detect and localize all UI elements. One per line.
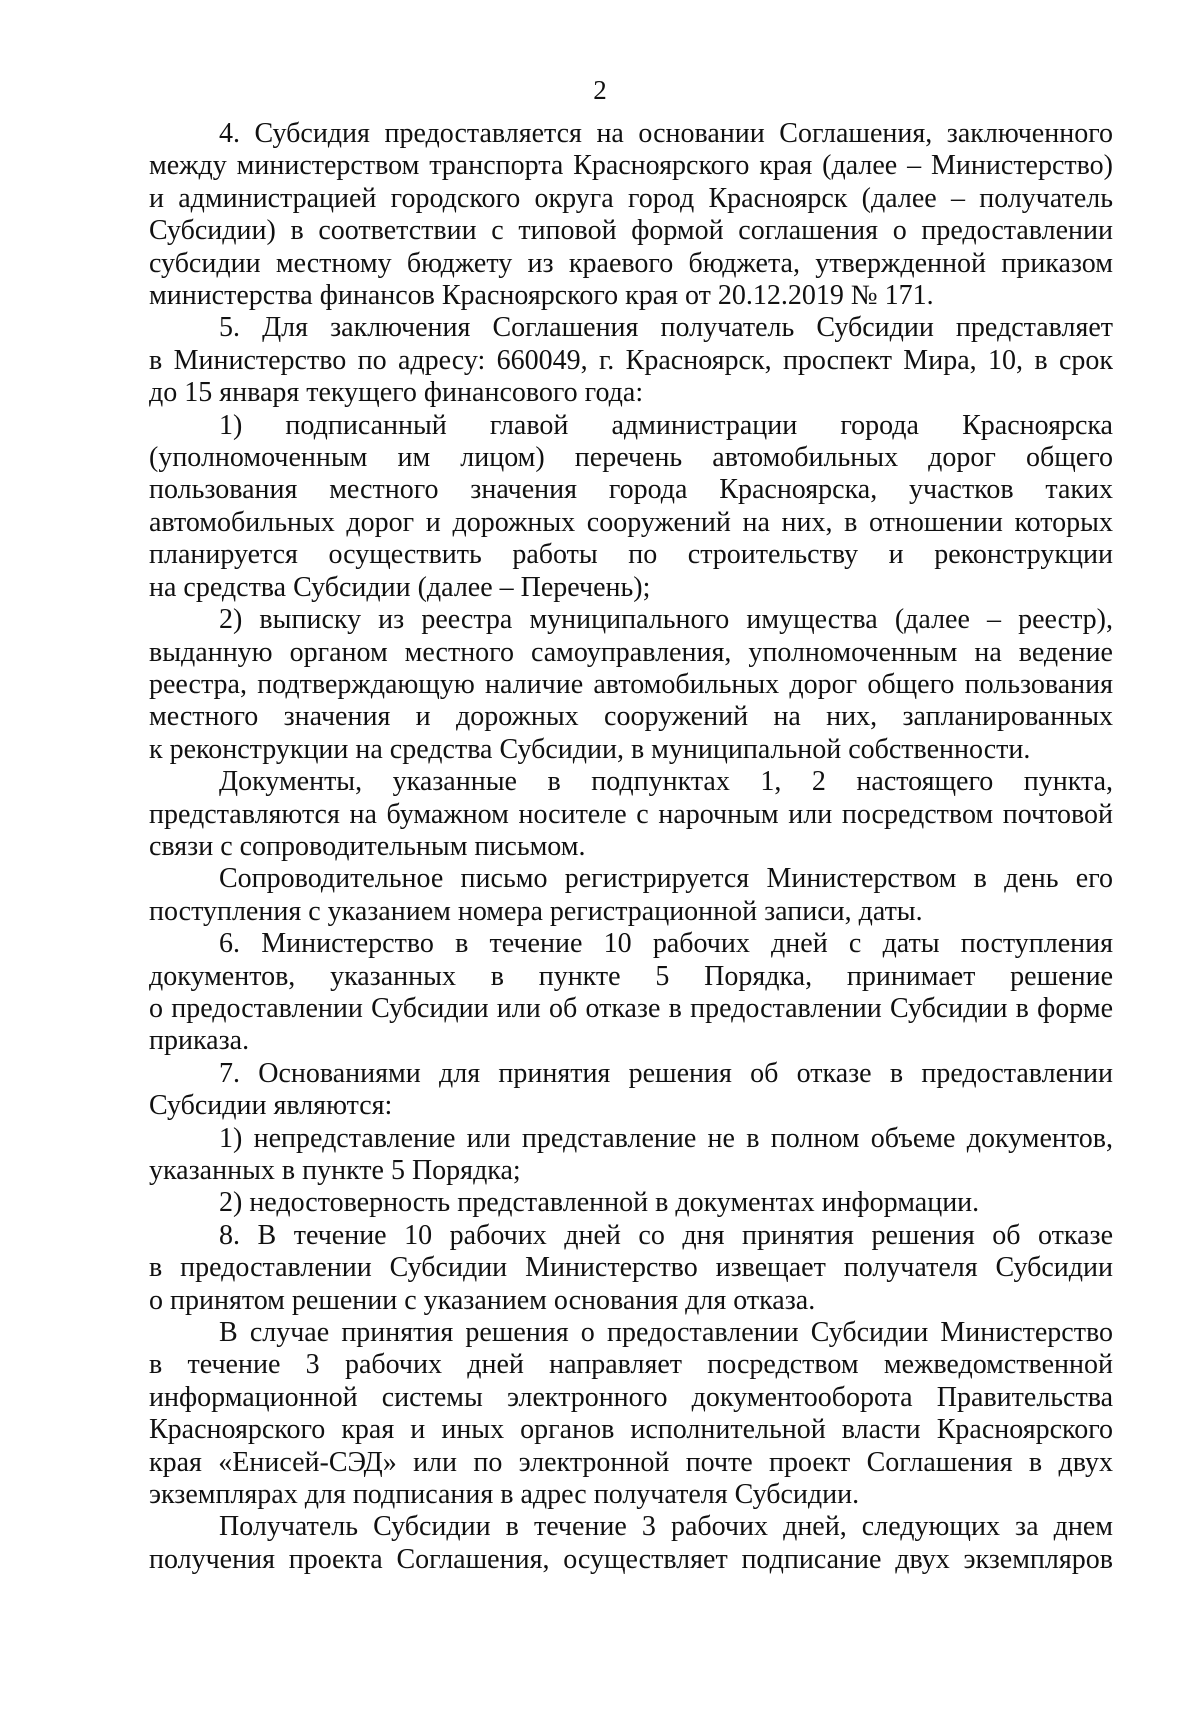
paragraph [149, 1058, 1113, 1123]
text-line: в Министерство по адресу: 660049, г. Красноярск, проспект Мира, 10, в срок [149, 344, 1113, 376]
text-line: приказа. [149, 1025, 250, 1057]
text-line: получения проекта Соглашения, осуществляет подписание двух экземпляров [149, 1543, 1113, 1575]
paragraph [149, 410, 1113, 604]
text-line: Получатель Субсидии в течение 3 рабочих дней, следующих за днем [219, 1511, 1113, 1543]
text-line: 6. Министерство в течение 10 рабочих дней с даты поступления [219, 928, 1113, 960]
text-line: выданную органом местного самоуправления, уполномоченным на ведение [149, 636, 1113, 668]
text-line: представляются на бумажном носителе с нарочным или посредством почтовой [149, 798, 1113, 830]
paragraph [149, 1317, 1113, 1511]
text-line: 1) непредставление или представление не в полном объеме документов, [219, 1122, 1113, 1154]
paragraph [149, 1220, 1113, 1317]
text-line: Субсидии являются: [149, 1090, 393, 1122]
text-line: 2) недостоверность представленной в документах информации. [219, 1187, 980, 1219]
text-line: между министерством транспорта Красноярского края (далее – Министерство) [149, 150, 1113, 182]
text-line: 4. Субсидия предоставляется на основании Соглашения, заключенного [219, 118, 1113, 149]
paragraph [149, 766, 1113, 863]
paragraph [149, 1187, 1113, 1219]
text-line: и администрацией городского округа город Красноярск (далее – получатель [149, 182, 1113, 214]
paragraph [149, 928, 1113, 1058]
text-line: Сопроводительное письмо регистрируется Министерством в день его [219, 863, 1113, 895]
text-line: края «Енисей-СЭД» или по электронной почте проект Соглашения в двух [149, 1446, 1113, 1478]
text-line: министерства финансов Красноярского края от 20.12.2019 № 171. [149, 280, 934, 312]
text-line: в предоставлении Субсидии Министерство извещает получателя Субсидии [149, 1252, 1113, 1284]
paragraph [149, 118, 1113, 312]
text-line: связи с сопроводительным письмом. [149, 830, 586, 862]
text-line: поступления с указанием номера регистрационной записи, даты. [149, 895, 923, 927]
text-line: планируется осуществить работы по строительству и реконструкции [149, 539, 1113, 571]
text-line: к реконструкции на средства Субсидии, в муниципальной собственности. [149, 733, 1031, 765]
text-line: информационной системы электронного документооборота Правительства [149, 1381, 1113, 1413]
text-line: экземплярах для подписания в адрес получателя Субсидии. [149, 1479, 860, 1511]
document-body [149, 118, 1113, 1576]
text-line: 8. В течение 10 рабочих дней со дня принятия решения об отказе [219, 1219, 1113, 1251]
text-line: в течение 3 рабочих дней направляет посредством межведомственной [149, 1349, 1113, 1381]
text-line: о принятом решении с указанием основания для отказа. [149, 1284, 816, 1316]
text-line: автомобильных дорог и дорожных сооружений на них, в отношении которых [149, 506, 1113, 538]
text-line: Субсидии) в соответствии с типовой формой соглашения о предоставлении [149, 215, 1113, 247]
text-line: о предоставлении Субсидии или об отказе в предоставлении Субсидии в форме [149, 992, 1113, 1024]
text-line: указанных в пункте 5 Порядка; [149, 1155, 521, 1186]
text-line: 7. Основаниями для принятия решения об отказе в предоставлении [219, 1057, 1113, 1089]
text-line: (уполномоченным им лицом) перечень автомобильных дорог общего [149, 442, 1113, 474]
text-line: документов, указанных в пункте 5 Порядка, принимает решение [149, 960, 1113, 992]
text-line: на средства Субсидии (далее – Перечень); [149, 571, 651, 603]
paragraph [149, 863, 1113, 928]
text-line: Красноярского края и иных органов исполнительной власти Красноярского [149, 1414, 1113, 1446]
paragraph [149, 1511, 1113, 1576]
paragraph [149, 1123, 1113, 1188]
text-line: В случае принятия решения о предоставлении Субсидии Министерство [219, 1317, 1113, 1349]
text-line: реестра, подтверждающую наличие автомобильных дорог общего пользования [149, 668, 1113, 700]
text-line: 5. Для заключения Соглашения получатель Субсидии представляет [219, 312, 1113, 344]
text-line: пользования местного значения города Красноярска, участков таких [149, 474, 1113, 506]
text-line: 2) выписку из реестра муниципального имущества (далее – реестр), [219, 604, 1113, 636]
text-line: субсидии местному бюджету из краевого бюджета, утвержденной приказом [149, 247, 1113, 279]
text-line: Документы, указанные в подпунктах 1, 2 настоящего пункта, [219, 766, 1113, 798]
paragraph [149, 312, 1113, 409]
text-line: до 15 января текущего финансового года: [149, 377, 644, 409]
text-line: местного значения и дорожных сооружений на них, запланированных [149, 701, 1113, 733]
paragraph [149, 604, 1113, 766]
text-line: 1) подписанный главой администрации города Красноярска [219, 409, 1113, 441]
page-number: 2 [593, 75, 607, 105]
